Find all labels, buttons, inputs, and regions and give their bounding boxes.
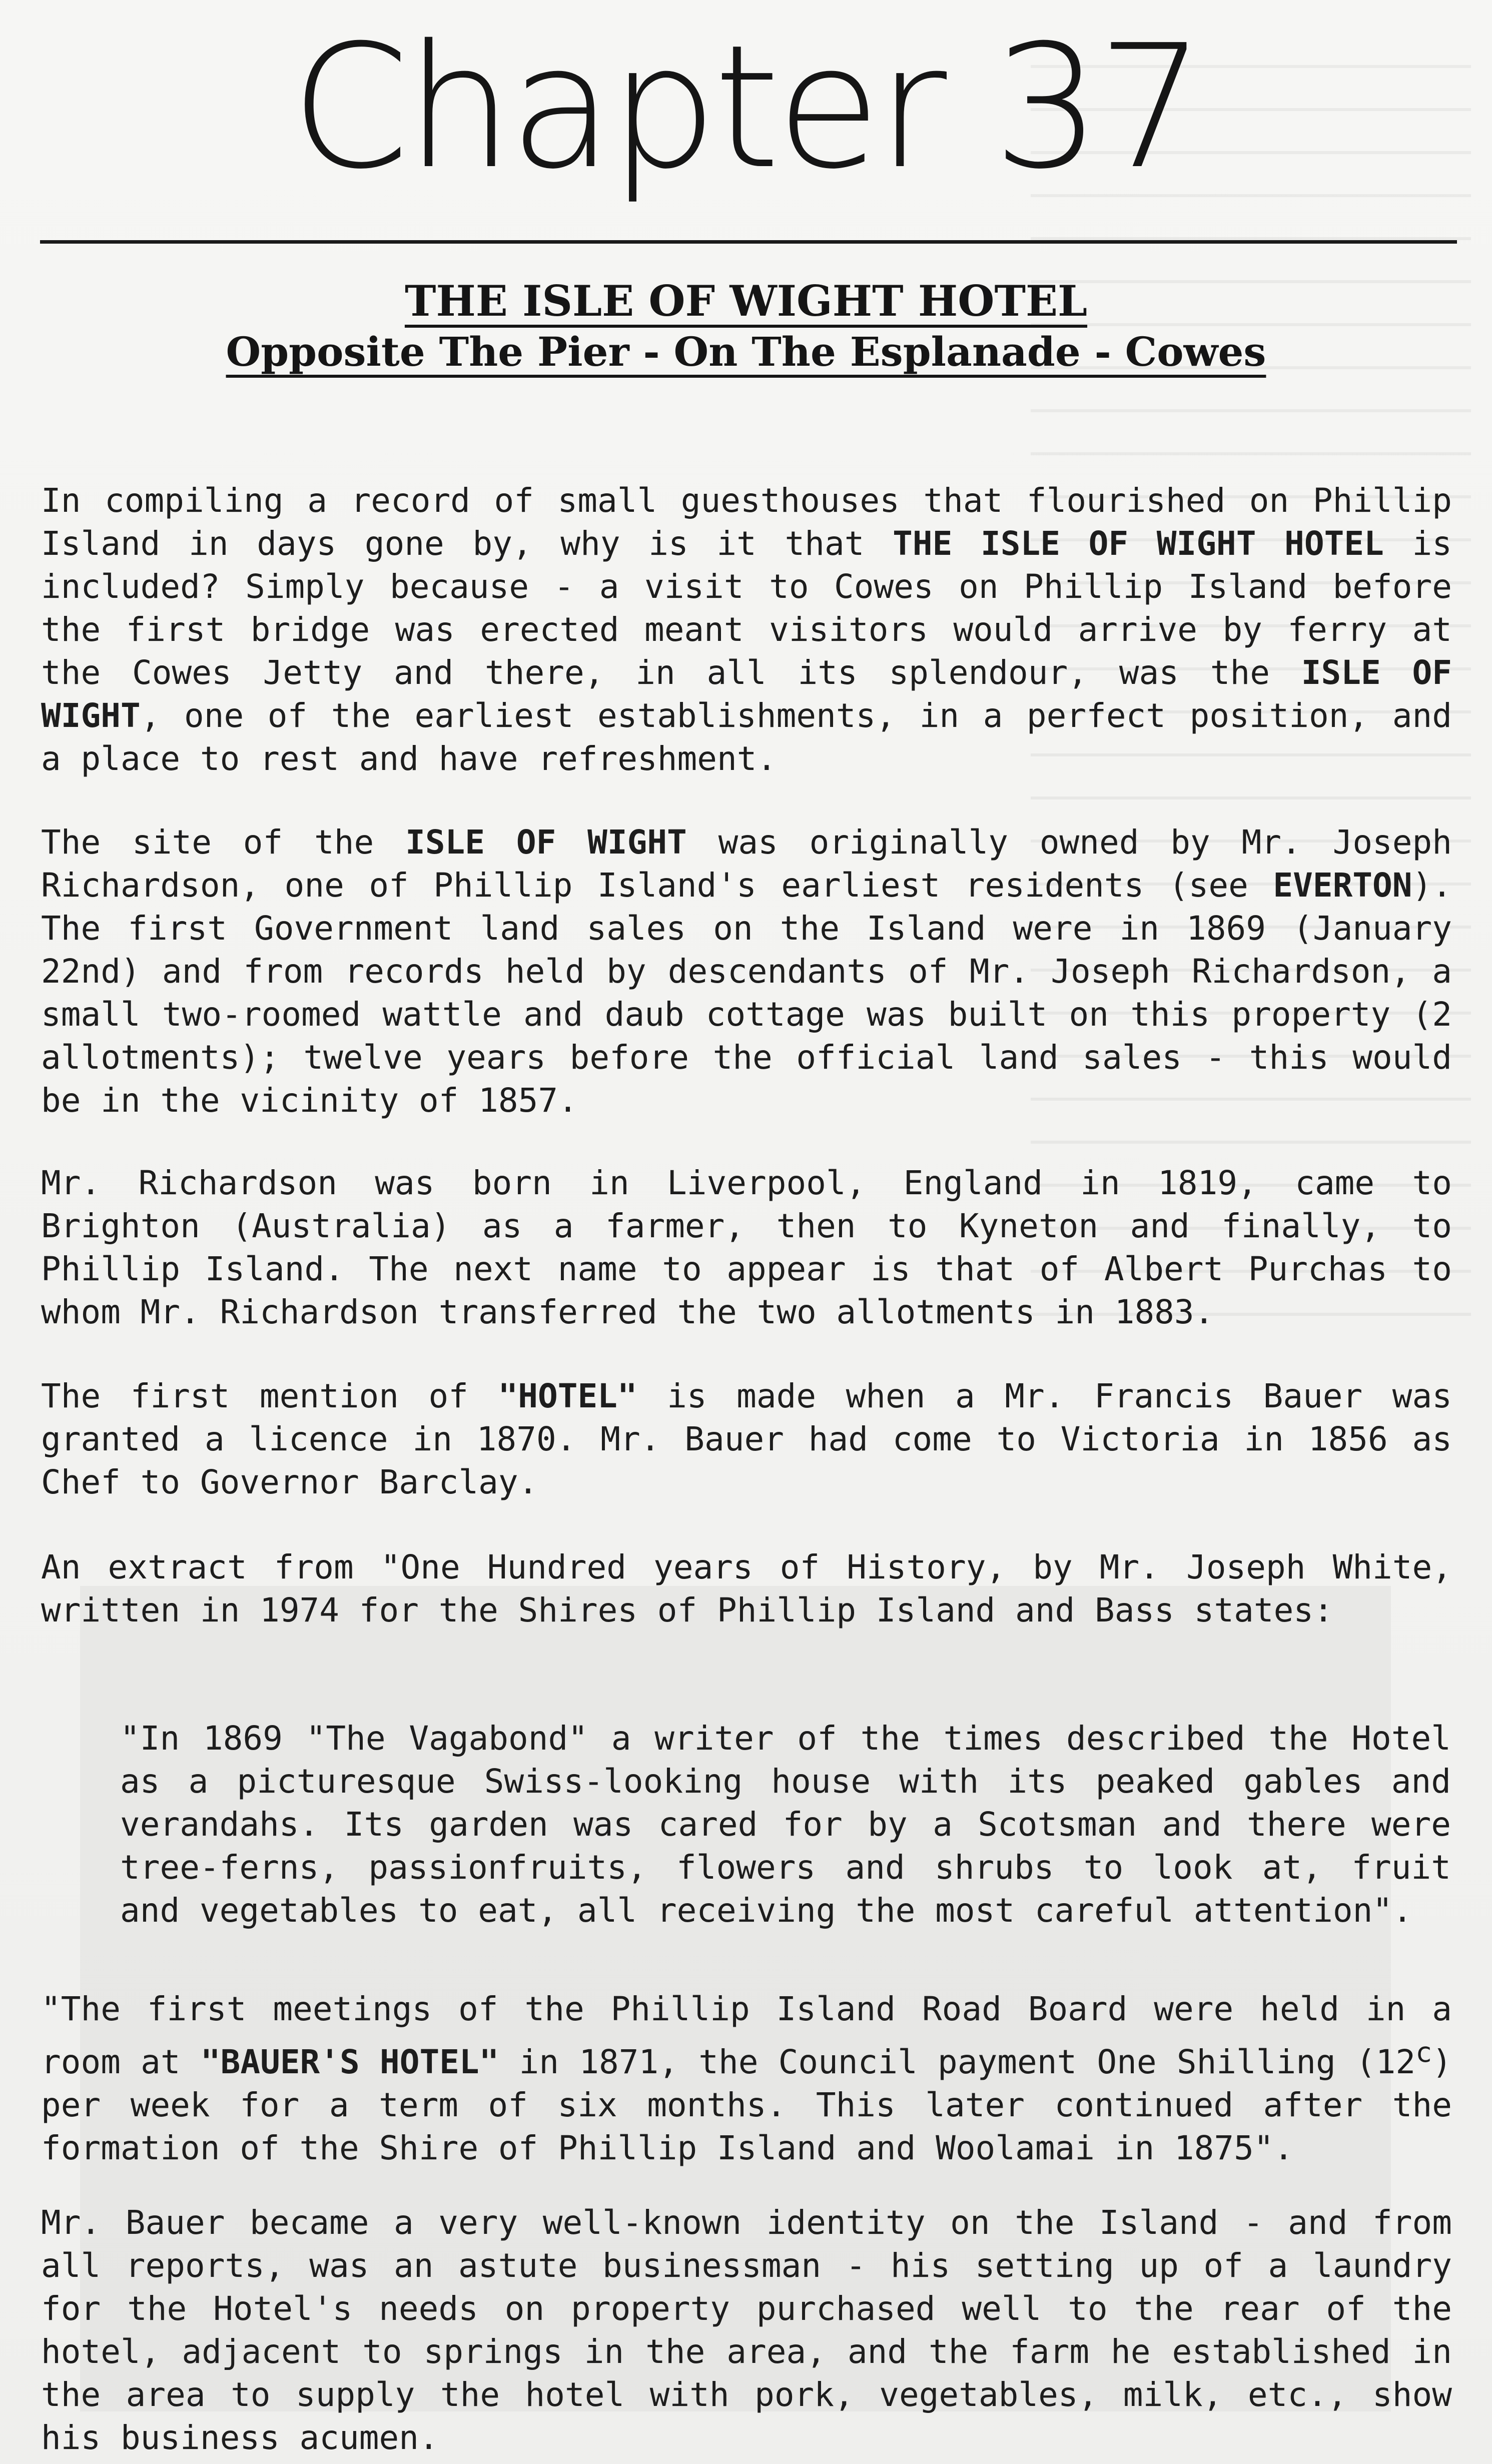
hotel-name-heading (0, 276, 1492, 326)
p1-text-a: In compiling a record of small guesthouses that flourished on Phillip Island in days gone by, why is it that (41, 481, 1452, 563)
hotel-location-text: Opposite The Pier - On The Esplanade - Cowes (226, 328, 1266, 375)
hotel-location-subheading (0, 328, 1492, 375)
paragraph-intro (41, 479, 1452, 780)
p6-text-c: in 1871, the Council payment One Shilling (12 (499, 2043, 1416, 2081)
block-quote-vagabond: "In 1869 "The Vagabond" a writer of the times described the Hotel as a picturesque Swiss-looking house with its peaked gables and verandahs. Its garden was cared for by a Scotsman and there were tree-ferns, passionfruits, flowers and shrubs to look at, fruit and vegetables to eat, all receiving the most careful attention". (120, 1719, 1451, 1930)
p1-text-c: is included? Simply because - a visit to Cowes on Phillip Island before the first bridge was erected meant visitors would arrive by ferry at the Cowes Jetty and there, in all its splendour, was the (41, 524, 1452, 692)
p6-text-a: "The first meetings of the Phillip Island Road Board were held in a room at (41, 1990, 1452, 2081)
paragraph-extract-intro: An extract from "One Hundred years of History, by Mr. Joseph White, written in 1974 for the Shires of Phillip Island and Bass states: (41, 1548, 1452, 1629)
p4-text-a: The first mention of (41, 1377, 498, 1415)
paragraph-richardson: Mr. Richardson was born in Liverpool, England in 1819, came to Brighton (Australia) as a farmer, then to Kyneton and finally, to Phillip Island. The next name to appear is that of Albert Purchas to whom Mr. Richardson transferred the two allotments in 1883. (41, 1164, 1452, 1331)
p6-superscript: c (1415, 2036, 1432, 2068)
p6-text-d: ) per week for a term of six months. This later continued after the formation of the Shire of Phillip Island and Woolamai in 1875". (41, 2043, 1452, 2167)
p2-bold-isle: ISLE OF WIGHT (405, 823, 687, 862)
p2-text-a: The site of the (41, 823, 406, 862)
p2-bold-everton: EVERTON (1273, 866, 1412, 905)
p2-text-c: was originally owned by Mr. Joseph Richardson, one of Phillip Island's earliest residents (see (41, 823, 1452, 905)
p2-text-d: ). The first Government land sales on the Island were in 1869 (January 22nd) and from records held by descendants of Mr. Joseph Richardson, a small two-roomed wattle and daub cottage was built on this property (2 allotments); twelve years before the official land sales - this would be in the vicinity of 1857. (41, 866, 1452, 1120)
paragraph-road-board (41, 1988, 1452, 2170)
p1-text-d: , one of the earliest establishments, in a perfect position, and a place to rest and have refreshment. (41, 696, 1452, 778)
p1-bold-hotel-name: THE ISLE OF WIGHT HOTEL (893, 524, 1384, 563)
heading-divider (40, 240, 1457, 244)
p4-text-c: is made when a Mr. Francis Bauer was granted a licence in 1870. Mr. Bauer had come to Victoria in 1856 as Chef to Governor Barclay. (41, 1377, 1452, 1501)
paragraph-bauer-business: Mr. Bauer became a very well-known identity on the Island - and from all reports, was an astute businessman - his setting up of a laundry for the Hotel's needs on property purchased well to the rear of the hotel, adjacent to springs in the area, and the farm he established in the area to supply the hotel with pork, vegetables, milk, etc., show his business acumen. (41, 2203, 1452, 2457)
p4-bold-hotel: "HOTEL" (498, 1377, 637, 1415)
paragraph-site-history (41, 821, 1452, 1122)
p6-bold-bauers-hotel: "BAUER'S HOTEL" (200, 2043, 499, 2081)
hotel-name-text: THE ISLE OF WIGHT HOTEL (404, 276, 1088, 326)
paragraph-first-hotel (41, 1375, 1452, 1504)
chapter-heading: Chapter 37 (290, 9, 1202, 207)
p1-bold-isle: ISLE OF WIGHT (41, 653, 1452, 735)
